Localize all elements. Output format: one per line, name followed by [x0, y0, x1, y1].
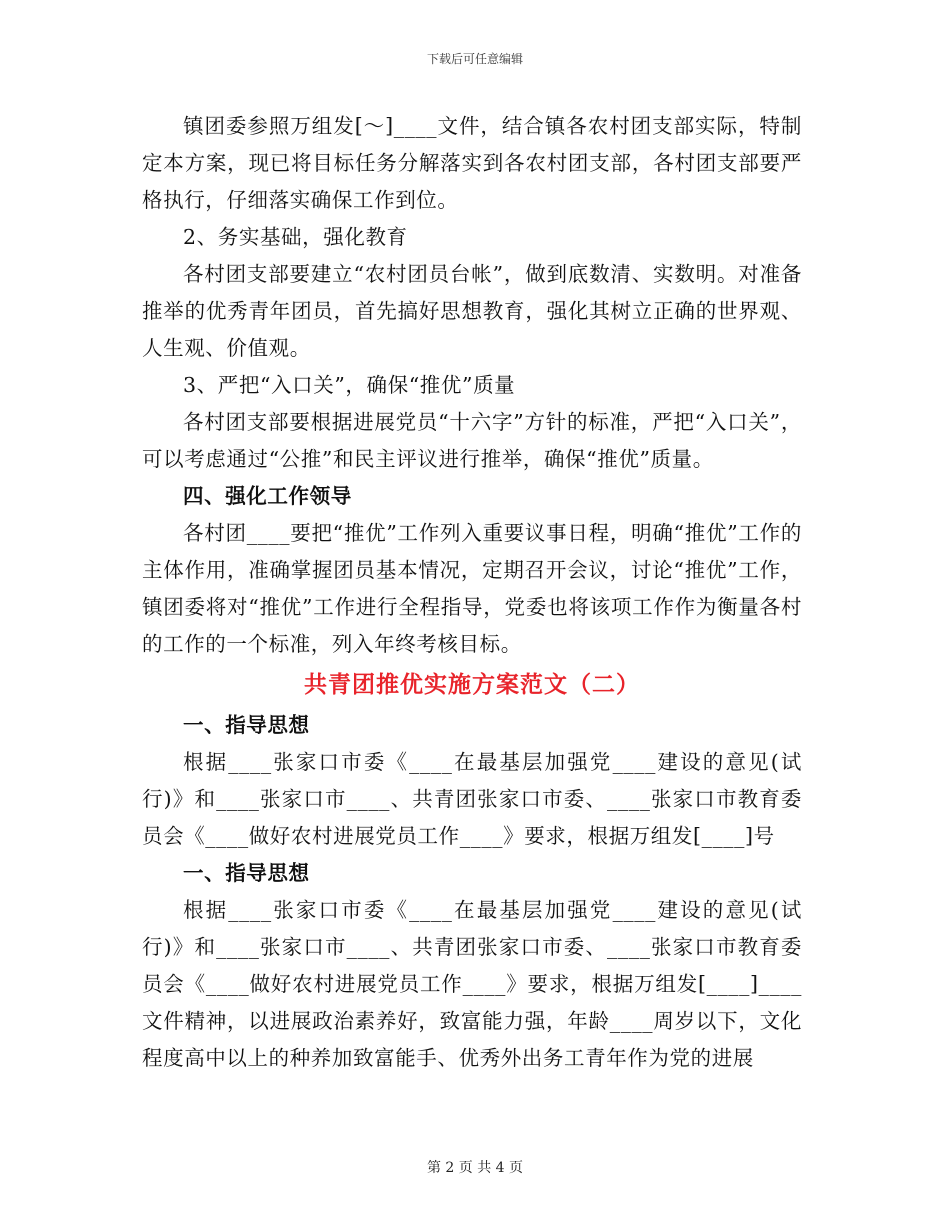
page-number: 第 2 页 共 4 页 — [426, 1160, 524, 1176]
paragraph-village-target: 镇团委参照万组发[～]____文件，结合镇各农村团支部实际，特制定本方案，现已将目标任务分解落实到各农村团支部，各村团支部要严格执行，仔细落实确保工作到位。 — [142, 114, 802, 212]
paragraph-leadership: 各村团____要把“推优”工作列入重要议事日程，明确“推优”工作的主体作用，准确掌握团员基本情况，定期召开会议，讨论“推优”工作，镇团委将对“推优”工作进行全程指导，党委也将该项工作作为衡量各村的工作的一个标准，列入年终考核目标。 — [142, 521, 802, 656]
paragraph-ledger: 各村团支部要建立“农村团员台帐”，做到底数清、实数明。对准备推举的优秀青年团员，首先搞好思想教育，强化其树立正确的世界观、人生观、价值观。 — [142, 262, 802, 360]
section-heading-leadership: 四、强化工作领导 — [183, 484, 352, 508]
section-heading-guiding-idea: 一、指导思想 — [183, 713, 310, 737]
document-title: 共青团推优实施方案范文（二） — [304, 671, 640, 698]
document-body — [142, 108, 802, 1077]
section-heading-foundation: 2、务实基础，强化教育 — [183, 225, 408, 249]
section-heading-guiding-idea-repeat: 一、指导思想 — [183, 861, 310, 885]
paragraph-guiding-idea-full: 根据____张家口市委《____在最基层加强党____建设的意见(试行)》和____张家口市____、共青团张家口市委、____张家口市教育委员会《____做好农村进展党员工作____》要求，根据万组发[____]____文件精神，以进展政治素养好，致富能力强，年龄____周岁以下，文化程度高中以上的种养加致富能手、优秀外出务工青年作为党的进展 — [142, 898, 802, 1070]
section-heading-entry-check: 3、严把“入口关”，确保“推优”质量 — [183, 373, 516, 397]
page-header: 下载后可任意编辑 — [426, 52, 523, 66]
paragraph-guiding-idea: 根据____张家口市委《____在最基层加强党____建设的意见(试行)》和____张家口市____、共青团张家口市委、____张家口市教育委员会《____做好农村进展党员工作____》要求，根据万组发[____]号 — [142, 750, 802, 848]
paragraph-entry-standard: 各村团支部要根据进展党员“十六字”方针的标准，严把“入口关”，可以考虑通过“公推”和民主评议进行推举，确保“推优”质量。 — [142, 410, 802, 471]
